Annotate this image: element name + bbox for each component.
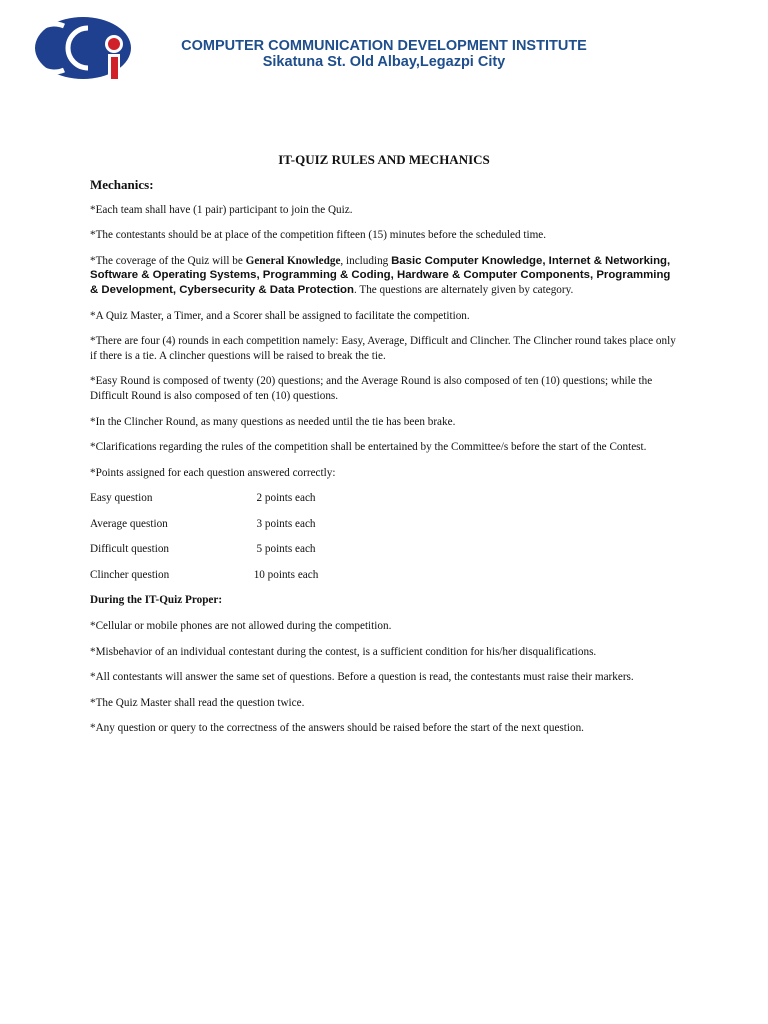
points-question: Average question bbox=[90, 517, 168, 530]
ccdi-logo-icon bbox=[34, 14, 136, 82]
points-question: Difficult question bbox=[90, 543, 170, 556]
rule-markers: *All contestants will answer the same set of questions. Before a question is read, the contestants must raise their markers. bbox=[90, 671, 634, 684]
rule-coverage bbox=[90, 254, 680, 298]
institute-header bbox=[150, 38, 618, 70]
document-body bbox=[90, 178, 680, 747]
mechanics-heading: Mechanics: bbox=[90, 177, 154, 192]
rule-coverage-general: General Knowledge bbox=[245, 254, 341, 267]
rule-team: *Each team shall have (1 pair) participant to join the Quiz. bbox=[90, 203, 353, 216]
rule-coverage-text-e: . The questions are alternately given by category. bbox=[353, 283, 574, 296]
rule-clincher: *In the Clincher Round, as many questions as needed until the tie has been brake. bbox=[90, 415, 456, 428]
points-table bbox=[90, 491, 680, 582]
institute-name: COMPUTER COMMUNICATION DEVELOPMENT INSTITUTE bbox=[181, 38, 587, 54]
rule-coverage-text-a: *The coverage of the Quiz will be bbox=[90, 254, 246, 267]
institute-address: Sikatuna St. Old Albay,Legazpi City bbox=[262, 54, 506, 70]
points-row bbox=[90, 517, 680, 532]
points-value: 3 points each bbox=[256, 517, 316, 530]
rule-clarifications: *Clarifications regarding the rules of the competition shall be entertained by the Committee/s before the start of the Contest. bbox=[90, 441, 647, 454]
rule-round-questions: *Easy Round is composed of twenty (20) questions; and the Average Round is also composed of ten (10) questions; while the Difficult Round is also composed of ten (10) questions. bbox=[90, 375, 653, 402]
rule-coverage-text-c: , including bbox=[340, 254, 392, 267]
rule-points-intro: *Points assigned for each question answered correctly: bbox=[90, 466, 336, 479]
points-value: 10 points each bbox=[253, 568, 319, 581]
rule-rounds: *There are four (4) rounds in each competition namely: Easy, Average, Difficult and Clincher. The Clincher round takes place only if there is a tie. A clincher questions will be raised to break the tie. bbox=[90, 335, 676, 362]
rule-read-twice: *The Quiz Master shall read the question twice. bbox=[90, 696, 305, 709]
rule-phones: *Cellular or mobile phones are not allowed during the competition. bbox=[90, 619, 392, 632]
proper-heading: During the IT-Quiz Proper: bbox=[90, 594, 223, 607]
points-row bbox=[90, 542, 680, 557]
points-value: 5 points each bbox=[256, 543, 316, 556]
points-row bbox=[90, 568, 680, 583]
rule-coverage-topics: Basic Computer Knowledge, Internet & Networking, Software & Operating Systems, Programming & Coding, Hardware & Computer Components, Programming & Development, Cybersecurity & Data Protection bbox=[90, 254, 671, 296]
rule-officials: *A Quiz Master, a Timer, and a Scorer shall be assigned to facilitate the competition. bbox=[90, 309, 470, 322]
rule-misbehavior: *Misbehavior of an individual contestant during the contest, is a sufficient condition for his/her disqualifications. bbox=[90, 645, 597, 658]
points-row bbox=[90, 491, 680, 506]
rule-queries: *Any question or query to the correctness of the answers should be raised before the start of the next question. bbox=[90, 722, 584, 735]
points-question: Easy question bbox=[90, 492, 153, 505]
rule-arrival: *The contestants should be at place of the competition fifteen (15) minutes before the scheduled time. bbox=[90, 229, 547, 242]
points-question: Clincher question bbox=[90, 568, 170, 581]
document-title: IT-QUIZ RULES AND MECHANICS bbox=[278, 152, 490, 167]
points-value: 2 points each bbox=[256, 492, 316, 505]
